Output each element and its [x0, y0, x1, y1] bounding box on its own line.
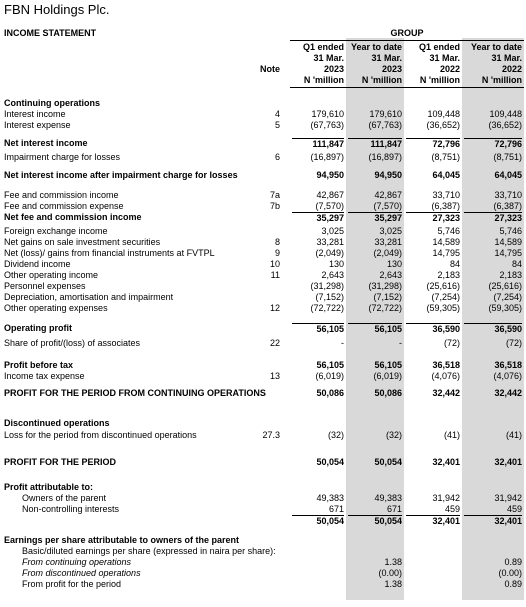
row-label: Net (loss)/ gains from financial instruments at FVTPL [4, 248, 215, 258]
row-value: (7,152) [373, 292, 402, 302]
row-value: (6,387) [431, 201, 460, 211]
row-value: 84 [449, 259, 460, 269]
row-note: 8 [274, 237, 280, 247]
row-value: (32) [327, 430, 344, 440]
column-header-c2: 2023 [381, 64, 402, 74]
row-value: 33,281 [374, 237, 402, 247]
row-value: (7,570) [315, 201, 344, 211]
row-value: 33,710 [432, 190, 460, 200]
column-header-c3: Q1 ended [418, 42, 460, 52]
row-value: (41) [443, 430, 460, 440]
row-value: (41) [505, 430, 522, 440]
row-value: (7,254) [431, 292, 460, 302]
row-value: (6,019) [373, 371, 402, 381]
row-value: 64,045 [432, 170, 460, 180]
row-label: Profit attributable to: [4, 482, 93, 492]
row-value: 36,590 [406, 323, 460, 335]
row-value: 179,610 [311, 109, 344, 119]
row-value: 42,867 [316, 190, 344, 200]
row-value: (31,298) [310, 281, 344, 291]
row-label: From profit for the period [22, 579, 122, 589]
row-value: 72,796 [406, 138, 460, 150]
company-name: FBN Holdings Plc. [4, 2, 110, 17]
row-value: 36,590 [464, 323, 522, 335]
row-label: Net gains on sale investment securities [4, 237, 161, 247]
row-value: (67,763) [368, 120, 402, 130]
row-value: 50,086 [316, 388, 344, 398]
row-value: (32) [385, 430, 402, 440]
row-value: (72,722) [368, 303, 402, 313]
row-value: 27,323 [464, 212, 522, 224]
row-label: Fee and commission income [4, 190, 119, 200]
row-value: 94,950 [374, 170, 402, 180]
row-value: 56,105 [316, 360, 344, 370]
row-note: 11 [270, 270, 280, 280]
row-value: - [399, 338, 402, 348]
row-value: (72) [505, 338, 522, 348]
row-value: 109,448 [427, 109, 460, 119]
row-value: 14,589 [432, 237, 460, 247]
row-value: (59,305) [426, 303, 460, 313]
row-label: Owners of the parent [22, 493, 107, 503]
row-value: 31,942 [494, 493, 522, 503]
row-label: Basic/diluted earnings per share (expressed in naira per share): [22, 546, 276, 556]
row-value: 35,297 [292, 212, 344, 224]
row-value: 130 [386, 259, 402, 269]
row-label: Discontinued operations [4, 418, 110, 428]
column-header-c2: Year to date [350, 42, 402, 52]
row-value: 35,297 [348, 212, 402, 224]
column-header-c3: 2022 [439, 64, 460, 74]
row-value: (6,387) [493, 201, 522, 211]
row-label: From discontinued operations [22, 568, 141, 578]
row-value: 2,183 [499, 270, 522, 280]
row-note: 4 [274, 109, 280, 119]
row-label: Interest income [4, 109, 66, 119]
row-value: (25,616) [488, 281, 522, 291]
row-value: 2,643 [379, 270, 402, 280]
row-value: 459 [506, 504, 522, 514]
row-value: 36,518 [494, 360, 522, 370]
row-value: 32,442 [494, 388, 522, 398]
row-value: 49,383 [374, 493, 402, 503]
row-value: (2,049) [373, 248, 402, 258]
column-header-c4: N 'million [481, 75, 522, 85]
row-value: 49,383 [316, 493, 344, 503]
row-value: (4,076) [493, 371, 522, 381]
row-value: 50,054 [374, 457, 402, 467]
column-header-c1: Q1 ended [302, 42, 344, 52]
row-value: 2,183 [437, 270, 460, 280]
row-value: 56,105 [348, 323, 402, 335]
row-value: 0.89 [504, 557, 522, 567]
group-label: GROUP [390, 28, 424, 38]
column-header-c4: 31 Mar. [491, 53, 522, 63]
row-value: (4,076) [431, 371, 460, 381]
row-label: PROFIT FOR THE PERIOD FROM CONTINUING OPERATIONS [4, 388, 266, 398]
row-value: (6,019) [315, 371, 344, 381]
row-value: 72,796 [464, 138, 522, 150]
column-header-c1: N 'million [303, 75, 344, 85]
row-value: 32,401 [494, 457, 522, 467]
row-value: 5,746 [437, 226, 460, 236]
row-value: (16,897) [310, 152, 344, 162]
row-label: Non-controlling interests [22, 504, 120, 514]
row-value: (16,897) [368, 152, 402, 162]
row-label: Loss for the period from discontinued operations [4, 430, 197, 440]
row-label: Net fee and commission income [4, 212, 142, 222]
row-value: 27,323 [406, 212, 460, 224]
row-value: (36,652) [426, 120, 460, 130]
row-value: 50,054 [292, 515, 344, 527]
header-underline [290, 87, 524, 88]
row-label: Depreciation, amortisation and impairment [4, 292, 174, 302]
row-value: 33,710 [494, 190, 522, 200]
row-value: 50,054 [348, 515, 402, 527]
row-note: 22 [269, 338, 280, 348]
row-value: (7,570) [373, 201, 402, 211]
row-value: 32,401 [406, 515, 460, 527]
row-value: (7,254) [493, 292, 522, 302]
row-value: (8,751) [431, 152, 460, 162]
column-header-c2: N 'million [361, 75, 402, 85]
column-header-c3: 31 Mar. [429, 53, 460, 63]
row-value: 42,867 [374, 190, 402, 200]
row-label: Net interest income [4, 138, 88, 148]
row-value: 36,518 [432, 360, 460, 370]
row-label: Continuing operations [4, 98, 100, 108]
row-value: (0.00) [498, 568, 522, 578]
group-underline [290, 40, 524, 41]
row-label: Interest expense [4, 120, 71, 130]
row-value: 31,942 [432, 493, 460, 503]
row-label: Other operating expenses [4, 303, 108, 313]
row-value: 130 [328, 259, 344, 269]
row-value: 56,105 [292, 323, 344, 335]
row-value: 109,448 [489, 109, 522, 119]
row-label: Net interest income after impairment charge for losses [4, 170, 238, 180]
row-label: Impairment charge for losses [4, 152, 121, 162]
row-value: 179,610 [369, 109, 402, 119]
row-note: 7b [269, 201, 280, 211]
row-label: From continuing operations [22, 557, 132, 567]
row-value: (25,616) [426, 281, 460, 291]
column-header-c3: N 'million [419, 75, 460, 85]
row-value: 56,105 [374, 360, 402, 370]
row-note: 13 [269, 371, 280, 381]
row-value: 33,281 [316, 237, 344, 247]
row-label: Income tax expense [4, 371, 85, 381]
column-header-c2: 31 Mar. [371, 53, 402, 63]
row-value: (7,152) [315, 292, 344, 302]
row-label: Personnel expenses [4, 281, 86, 291]
row-value: 671 [386, 504, 402, 514]
note-header: Note [260, 64, 280, 74]
row-value: 94,950 [316, 170, 344, 180]
row-value: 32,401 [464, 515, 522, 527]
row-value: 14,589 [494, 237, 522, 247]
row-value: 5,746 [499, 226, 522, 236]
row-value: (72,722) [310, 303, 344, 313]
row-value: (2,049) [315, 248, 344, 258]
row-note: 27.3 [262, 430, 280, 440]
row-label: Fee and commission expense [4, 201, 124, 211]
row-value: 3,025 [321, 226, 344, 236]
row-value: (72) [443, 338, 460, 348]
row-value: 0.89 [504, 579, 522, 589]
row-value: 2,643 [321, 270, 344, 280]
row-value: 3,025 [379, 226, 402, 236]
row-value: 1.38 [384, 557, 402, 567]
row-label: Share of profit/(loss) of associates [4, 338, 141, 348]
column-header-c1: 31 Mar. [313, 53, 344, 63]
row-note: 12 [269, 303, 280, 313]
row-note: 6 [274, 152, 280, 162]
row-label: Profit before tax [4, 360, 74, 370]
row-value: 1.38 [384, 579, 402, 589]
row-label: Dividend income [4, 259, 71, 269]
row-value: 84 [511, 259, 522, 269]
row-label: PROFIT FOR THE PERIOD [4, 457, 117, 467]
row-label: Operating profit [4, 323, 72, 333]
row-value: 671 [328, 504, 344, 514]
column-header-c4: Year to date [470, 42, 522, 52]
row-label: Other operating income [4, 270, 99, 280]
row-value: (36,652) [488, 120, 522, 130]
row-value: (0.00) [378, 568, 402, 578]
row-value: (59,305) [488, 303, 522, 313]
row-note: 10 [269, 259, 280, 269]
column-header-c4: 2022 [501, 64, 522, 74]
row-label: Foreign exchange income [4, 226, 108, 236]
column-header-c1: 2023 [323, 64, 344, 74]
row-note: 7a [269, 190, 280, 200]
row-value: 111,847 [348, 138, 402, 150]
row-value: - [341, 338, 344, 348]
row-value: (31,298) [368, 281, 402, 291]
row-value: (8,751) [493, 152, 522, 162]
row-value: 459 [444, 504, 460, 514]
row-value: 50,086 [374, 388, 402, 398]
row-value: 111,847 [292, 138, 344, 150]
row-value: 14,795 [494, 248, 522, 258]
row-value: 32,401 [432, 457, 460, 467]
row-label: Earnings per share attributable to owners of the parent [4, 535, 240, 545]
row-value: 14,795 [432, 248, 460, 258]
row-value: 50,054 [316, 457, 344, 467]
row-note: 9 [274, 248, 280, 258]
row-value: 32,442 [432, 388, 460, 398]
row-value: 64,045 [494, 170, 522, 180]
statement-title: INCOME STATEMENT [4, 28, 97, 38]
row-note: 5 [274, 120, 280, 130]
row-value: (67,763) [310, 120, 344, 130]
